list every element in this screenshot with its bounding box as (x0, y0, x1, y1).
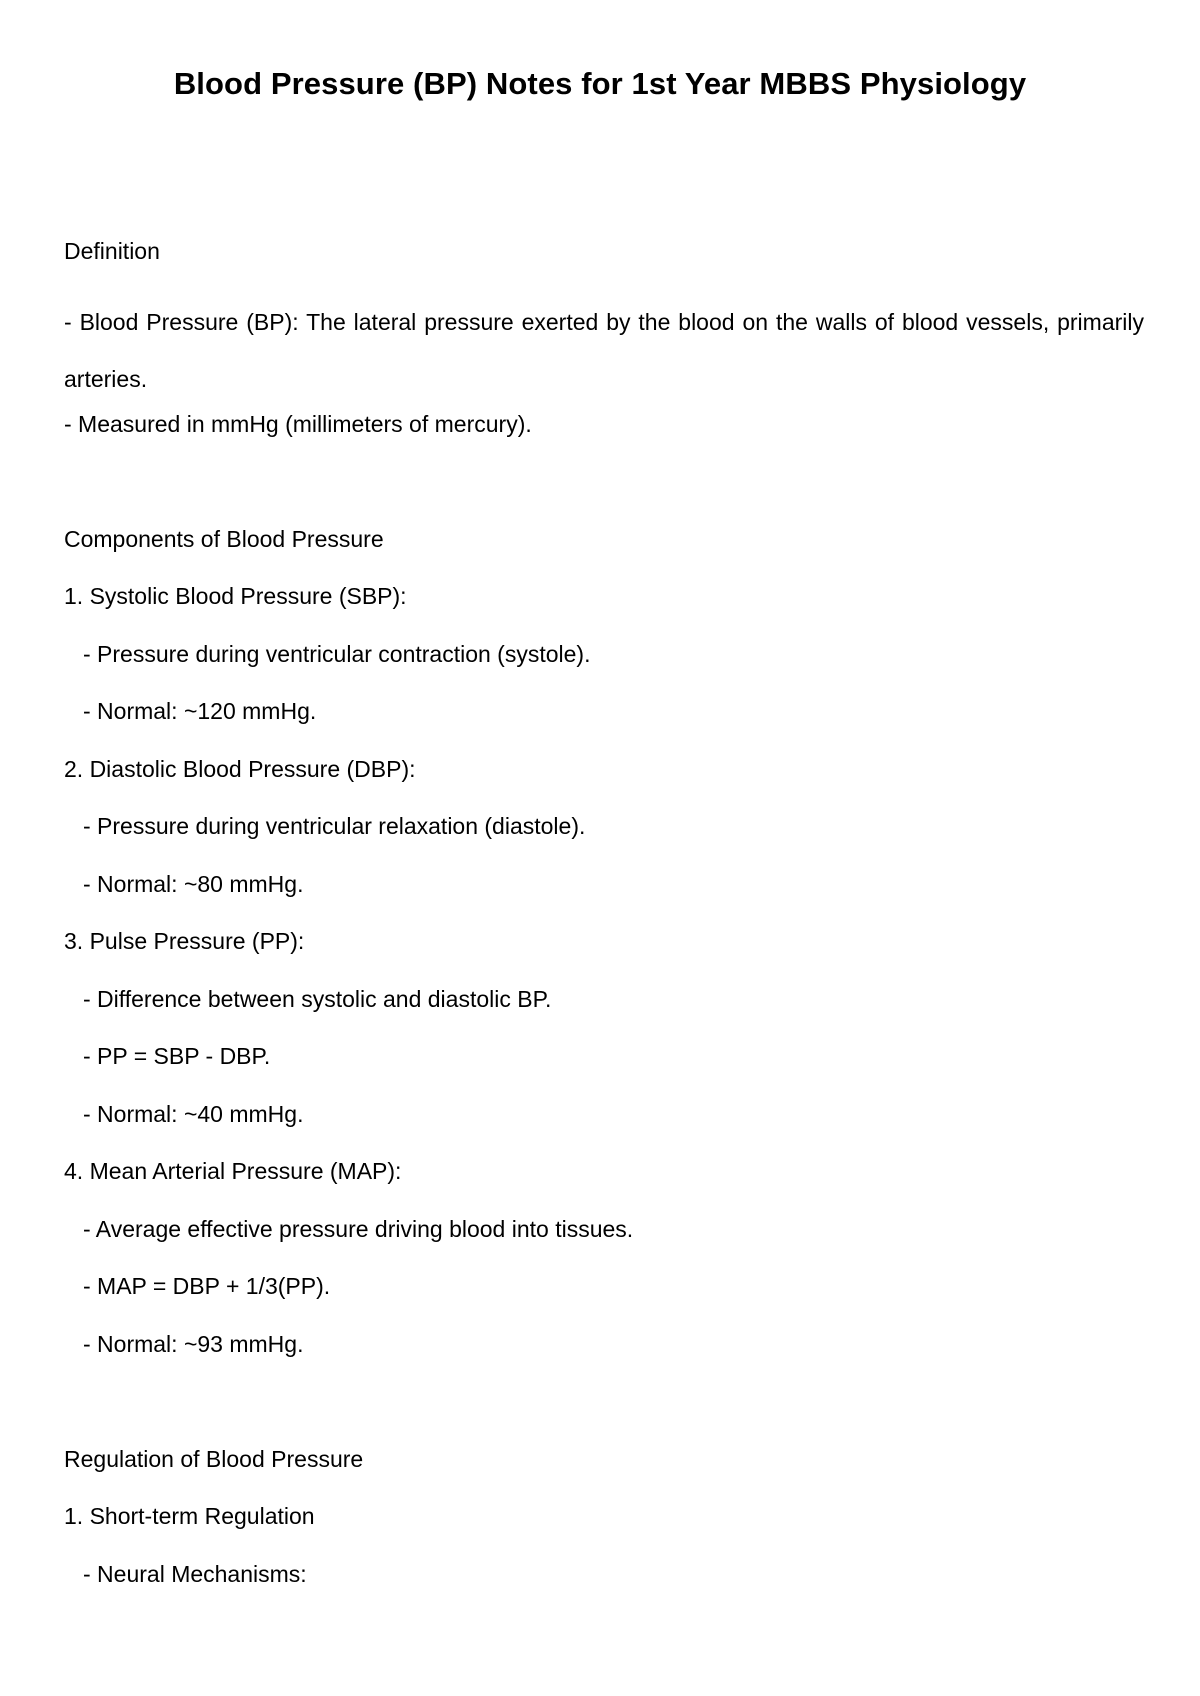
sbp-normal: - Normal: ~120 mmHg. (83, 698, 317, 724)
pp-normal: - Normal: ~40 mmHg. (83, 1100, 304, 1127)
section-heading-regulation: Regulation of Blood Pressure (64, 1445, 364, 1472)
sbp-description: - Pressure during ventricular contraction (systole). (83, 640, 591, 667)
pp-description: - Difference between systolic and diastolic BP. (83, 985, 552, 1012)
sbp-title: 1. Systolic Blood Pressure (SBP): (64, 583, 407, 609)
short-term-regulation-title: 1. Short-term Regulation (64, 1503, 315, 1529)
map-formula: - MAP = DBP + 1/3(PP). (83, 1273, 331, 1299)
dbp-description: - Pressure during ventricular relaxation (diastole). (83, 813, 586, 839)
measured-unit-text: - Measured in mmHg (millimeters of mercury). (64, 410, 532, 437)
dbp-title: 2. Diastolic Blood Pressure (DBP): (64, 755, 416, 782)
page-title: Blood Pressure (BP) Notes for 1st Year MBBS Physiology (173, 66, 1027, 101)
spacer (64, 1386, 1144, 1444)
pp-formula: - PP = SBP - DBP. (83, 1043, 271, 1069)
map-description: - Average effective pressure driving blood into tissues. (83, 1215, 634, 1242)
dbp-normal: - Normal: ~80 mmHg. (83, 870, 304, 897)
neural-mechanisms-item: - Neural Mechanisms: (83, 1560, 307, 1587)
document-body (64, 236, 1144, 1616)
section-heading-definition: Definition (64, 238, 160, 264)
bp-definition-text: - Blood Pressure (BP): The lateral pressure exerted by the blood on the walls of blood vessels, primarily arteries. (64, 308, 1144, 392)
section-heading-components: Components of Blood Pressure (64, 525, 384, 552)
pp-title: 3. Pulse Pressure (PP): (64, 928, 305, 954)
map-title: 4. Mean Arterial Pressure (MAP): (64, 1158, 402, 1184)
map-normal: - Normal: ~93 mmHg. (83, 1330, 304, 1357)
spacer (64, 466, 1144, 524)
